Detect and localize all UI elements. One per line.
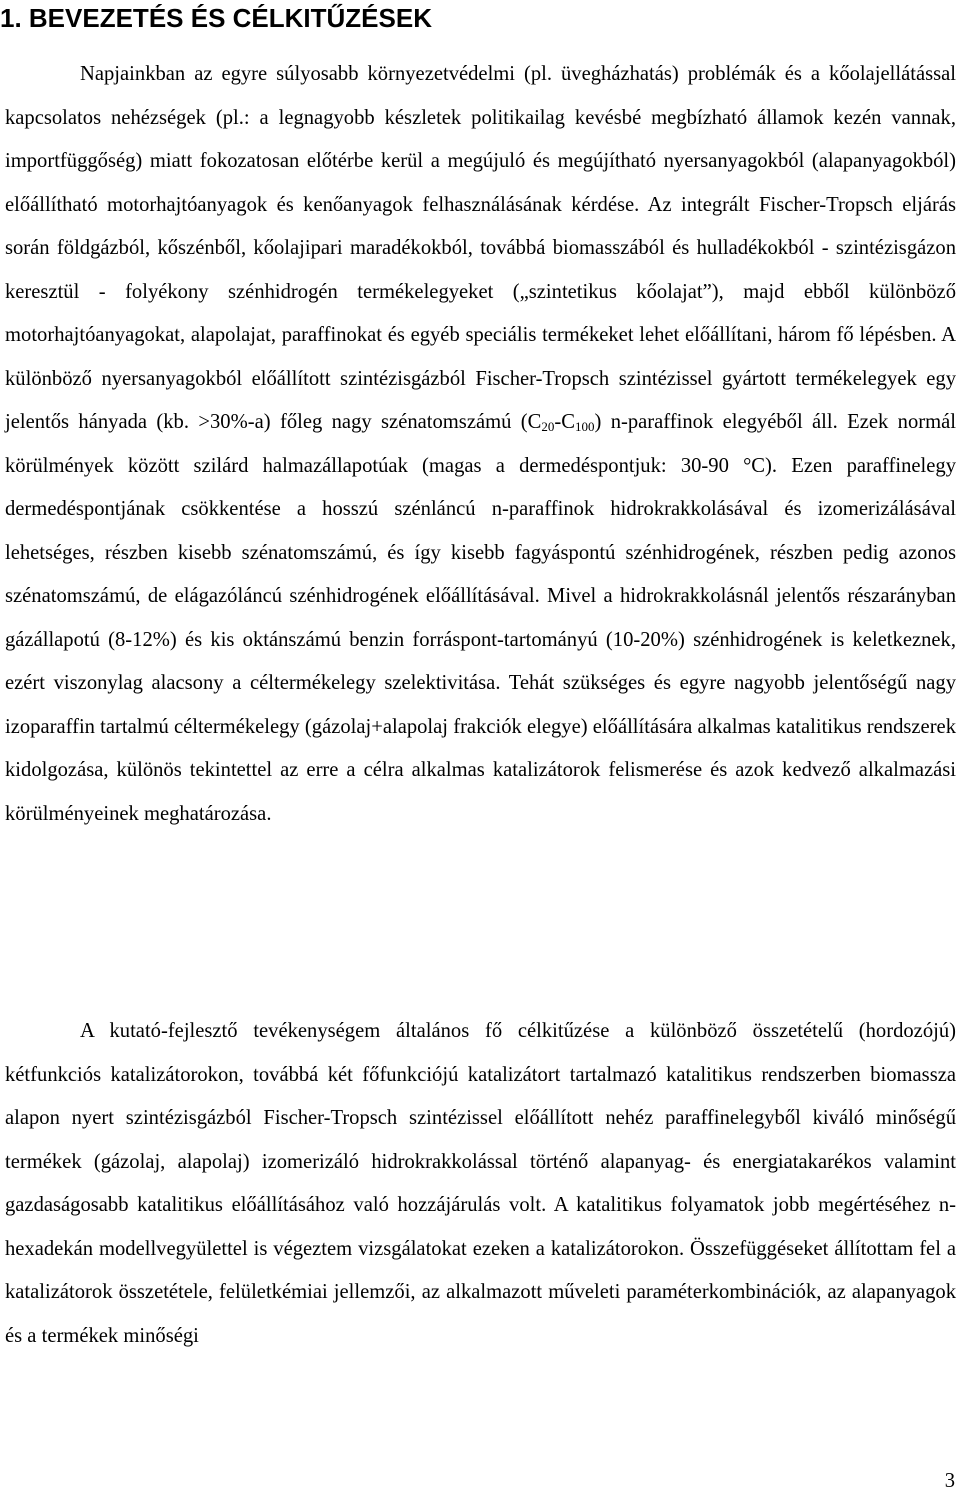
subscript-c100: 100 — [574, 419, 595, 434]
objectives-paragraph: A kutató-fejlesztő tevékenységem általános fő célkitűzése a különböző összetételű (hordozójú) kétfunkciós katalizátorokon, továbbá két főfunkciójú katalizátort tartalmazó katalitikus rendszerben biomassza alapon nyert szintézisgázból Fischer-Tropsch szintézissel előállított nehéz paraffinelegyből kiváló minőségű termékek (gázolaj, alapolaj) izomerizáló hidrokrakkolással történő alapanyag- és energiatakarékos valamint gazdaságosabb katalitikus előállításához való hozzájárulás volt. A katalitikus folyamatok jobb megértéséhez n-hexadekán modellvegyülettel is végeztem vizsgálatokat ezeken a katalizátorokon. Összefüggéseket állítottam fel a katalizátorok összetétele, felületkémiai jellemzői, az alkalmazott műveleti paraméterkombinációk, az alapanyagok és a termékek minőségi — [5, 1020, 956, 1347]
intro-paragraph-text-2: -C — [554, 411, 575, 433]
intro-paragraph — [5, 53, 956, 836]
subscript-c20: 20 — [541, 419, 555, 434]
page-number: 3 — [944, 1470, 955, 1492]
intro-paragraph-text-1: Napjainkban az egyre súlyosabb környezetvédelmi (pl. üvegházhatás) problémák és a kőolajellátással kapcsolatos nehézségek (pl.: a legnagyobb készletek politikailag kevésbé megbízható államok kezén vannak, importfüggőség) miatt fokozatosan előtérbe kerül a megújuló és megújítható nyersanyagokból (alapanyagokból) előállítható motorhajtóanyagok és kenőanyagok felhasználásának kérdése. Az integrált Fischer-Tropsch eljárás során földgázból, kőszénből, kőolajipari maradékokból, továbbá biomasszából és hulladékokból - szintézisgázon keresztül - folyékony szénhidrogén termékelegyeket („szintetikus kőolajat”), majd ebből különböző motorhajtóanyagokat, alapolajat, paraffinokat és egyéb speciális termékeket lehet előállítani, három fő lépésben. A különböző nyersanyagokból előállított szintézisgázból Fischer-Tropsch szintézissel gyártott termékelegyek egy jelentős hányada (kb. >30%-a) főleg nagy szénatomszámú (C — [5, 63, 956, 433]
section-heading: 1. BEVEZETÉS ÉS CÉLKITŰZÉSEK — [0, 3, 432, 33]
intro-paragraph-text-3: ) n-paraffinok elegyéből áll. Ezek normál körülmények között szilárd halmazállapotúak (magas a dermedéspontjuk: 30-90 °C). Ezen paraffinelegy dermedéspontjának csökkentése a hosszú szénláncú n-paraffinok hidrokrakkolásával és izomerizálásával lehetséges, részben kisebb szénatomszámú, és így kisebb fagyáspontú szénhidrogének, részben pedig azonos szénatomszámú, de elágazóláncú szénhidrogének előállításával. Mivel a hidrokrakkolásnál jelentős részarányban gázállapotú (8-12%) és kis oktánszámú benzin forráspont-tartományú (10-20%) szénhidrogének is keletkeznek, ezért viszonylag alacsony a céltermékelegy szelektivitása. Tehát szükséges és egyre nagyobb jelentőségű nagy izoparaffin tartalmú céltermékelegy (gázolaj+alapolaj frakciók elegye) előállítására alkalmas katalitikus rendszerek kidolgozása, különös tekintettel az erre a célra alkalmas katalizátorok felismerése és azok kedvező alkalmazási körülményeinek meghatározása. — [5, 411, 957, 825]
